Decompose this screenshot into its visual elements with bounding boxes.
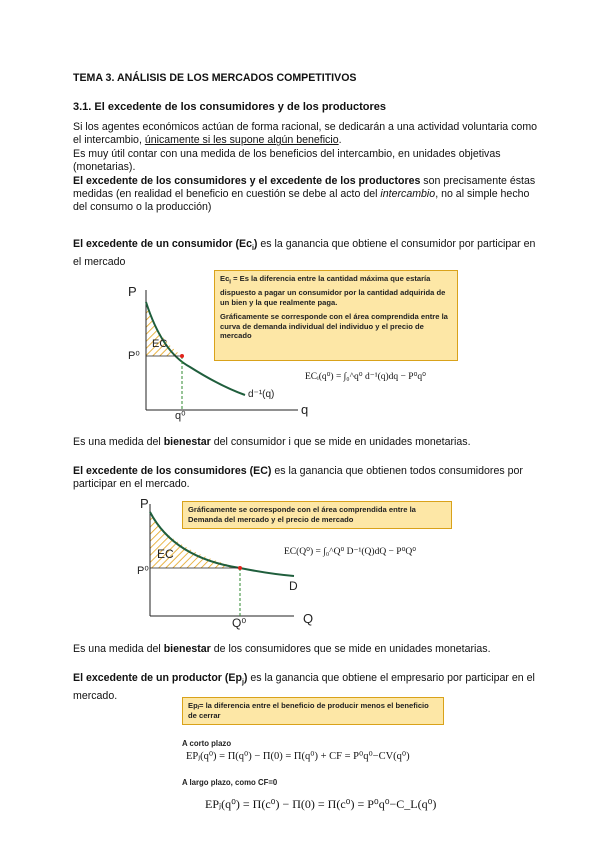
- quantity-axis-label: q: [301, 402, 309, 417]
- intro-text-3-end: , no al simple hecho del consumo o la producción): [73, 188, 530, 214]
- consumer-bold: El excedente de un consumidor $(Ec_i)$: [73, 238, 258, 253]
- curve-label-2: D: [289, 579, 298, 593]
- producer-bold: El excedente de un productor $(Ep_j)$: [73, 672, 248, 687]
- welfare-note-2: Es una medida del bienestar de los consumidores que se mide en unidades monetarias.: [73, 643, 491, 655]
- short-run-formula: EPⱼ(q⁰) = Π(q⁰) − Π(0) = Π(q⁰) + CF = P⁰q⁰−CV(q⁰): [186, 751, 410, 762]
- consumer-text: es la ganancia que obtiene el consumidor por participar en el mercado: [73, 238, 536, 268]
- section-heading: 3.1. El excedente de los consumidores y de los productores: [73, 101, 386, 113]
- ec-label-2: EC: [157, 547, 174, 561]
- intro-bold: El excedente de los consumidores y el excedente de los productores: [73, 174, 421, 187]
- producer-text: es la ganancia que obtiene el empresario por participar en el mercado.: [73, 672, 535, 702]
- intro-text-2: Es muy útil contar con una medida de los beneficios del intercambio, en unidades objetivas (monetarias).: [73, 147, 501, 174]
- consumers-surplus-definition: [73, 465, 543, 492]
- ec-label: EC: [152, 338, 168, 350]
- consumer-definition-box: $Ec_i = Es$ la diferencia entre la cantidad máxima que estaría dispuesto a pagar un consumidor por la cantidad adquirida de un bien y la que realmente paga. Gráficamente se corresponde con el área comprendida entre la curva de demanda individual del individuo y el precio de mercado: [214, 270, 458, 361]
- quantity-axis-label-2: Q: [303, 611, 314, 626]
- long-run-formula: EPⱼ(q⁰) = Π(c⁰) − Π(0) = Π(c⁰) = P⁰q⁰−C_L(q⁰): [205, 797, 437, 811]
- welfare-note-1: Es una medida del bienestar del consumidor i que se mide en unidades monetarias.: [73, 436, 471, 448]
- producer-definition-box: Epⱼ= la diferencia entre el beneficio de producir menos el beneficio de cerrar: [182, 697, 444, 725]
- p0-label-2: P⁰: [137, 565, 149, 577]
- price-axis-label: P: [128, 284, 137, 299]
- consumers-text: es la ganancia que obtienen todos consumidores por participar en el mercado.: [73, 465, 523, 491]
- market-equilibrium-point: [238, 566, 242, 570]
- page-title: TEMA 3. ANÁLISIS DE LOS MERCADOS COMPETITIVOS: [73, 72, 357, 84]
- intro-paragraph: [73, 121, 543, 215]
- individual-surplus-formula: ECᵢ(q⁰) = ∫₀^q⁰ d⁻¹(q)dq − P⁰q⁰: [305, 372, 426, 382]
- intro-text-1: Si los agentes económicos actúan de forma racional, se dedicarán a una actividad voluntaria como el intercambio,: [73, 121, 538, 147]
- curve-label: d⁻¹(q): [248, 389, 275, 400]
- intro-underline: únicamente si les supone algún beneficio: [144, 134, 339, 147]
- long-run-heading: A largo plazo, como CF=0: [182, 778, 278, 787]
- short-run-heading: A corto plazo: [182, 739, 232, 748]
- market-definition-box: Gráficamente se corresponde con el área comprendida entre la Demanda del mercado y el precio de mercado: [182, 501, 452, 529]
- market-surplus-formula: EC(Q⁰) = ∫₀^Q⁰ D⁻¹(Q)dQ − P⁰Q⁰: [284, 547, 417, 557]
- q0-label-2: Q⁰: [232, 616, 247, 630]
- intro-text-1-end: .: [338, 134, 342, 147]
- equilibrium-point: [180, 354, 184, 358]
- intro-italic: intercambio: [380, 188, 436, 201]
- intro-text-3: son precisamente éstas medidas (en realidad el beneficio en cuestión se debe al acto del: [73, 174, 536, 201]
- price-axis-label-2: P: [140, 496, 149, 511]
- q0-label: q⁰: [175, 410, 186, 422]
- p0-label: P⁰: [128, 350, 140, 362]
- consumer-surplus-definition: [73, 238, 543, 269]
- consumers-bold: El excedente de los consumidores (EC): [73, 465, 272, 477]
